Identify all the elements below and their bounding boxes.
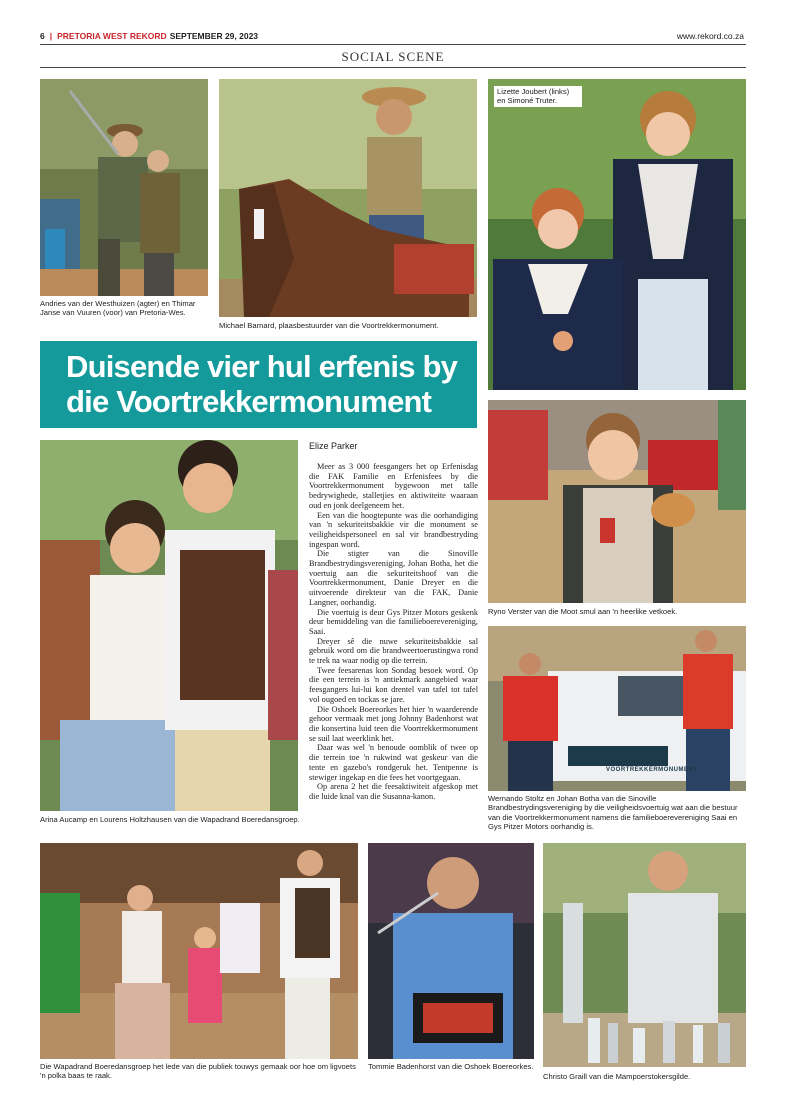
section-title: SOCIAL SCENE [341,49,445,64]
article-paragraph: Op arena 2 het die feesaktiwiteit afgeskop met die luide knal van die Susanna-kanon. [309,782,478,801]
caption-graill: Christo Graill van die Mampoerstokersgilde. [543,1072,691,1081]
article-paragraph: Die Oshoek Boereorkes het hier 'n waarderende gehoor vermaak met jong Johnny Badenhorst wat die konsertina luid teen die Voortrekkermonument se suil laat weerklink het. [309,704,478,743]
article-paragraph: Die stigter van die Sinoville Brandbestrydingsvereniging, Johan Botha, het die voertuig aan die sekuriteitshoof van die Voortrekkermonument, Danie Dreyer en die uitvoerende direkteur van die FAK, Danie Langner, oorhandig. [309,549,478,607]
article-paragraph: Dreyer sê die nuwe sekuriteitsbakkie sal gebruik word om die brandweertoerustingwa rond te trek na waar nodig op die terrein. [309,636,478,666]
article-paragraph: Die voertuig is deur Gys Pitzer Motors geskenk deur bemiddeling van die familieboerevereniging, Saai. [309,607,478,636]
caption-verster: Ryno Verster van die Moot smul aan 'n heerlike vetkoek. [488,607,678,616]
header-rule [40,44,746,45]
photo-aucamp [40,440,298,811]
caption-barnard: Michael Barnard, plaasbestuurder van die Voortrekkermonument. [219,321,439,330]
photo-wapadrand [40,843,358,1059]
article-paragraph: Meer as 3 000 feesgangers het op Erfenisdag die FAK Familie en Erfenisfees by die Voortrekkermonument bygewoon met talle bedrywighede, stalletjies en aktiwiteite waaraan oud en jonk deelgeneem het. [309,462,478,510]
caption-badenhorst: Tommie Badenhorst van die Oshoek Boereorkes. [368,1062,534,1071]
caption-westhuizen: Andries van der Westhuizen (agter) en Thimar Janse van Vuuren (voor) van Pretoria-Wes. [40,299,196,318]
caption-aucamp: Arina Aucamp en Lourens Holtzhausen van die Wapadrand Boeredansgroep. [40,815,300,824]
article-paragraph: Een van die hoogtepunte was die oorhandiging van 'n sekuriteitsbakkie vir die monument se veiligheidspersoneel en sal vir brandbestryding ingespan word. [309,510,478,549]
publication-name: PRETORIA WEST REKORD [57,31,167,41]
photo-graill [543,843,746,1067]
website-url: www.rekord.co.za [676,31,744,41]
page-header-left [40,31,258,41]
photo-stoltz [488,626,746,791]
caption-wapadrand: Die Wapadrand Boeredansgroep het lede van die publiek touwys gemaak oor hoe om ligvoets 'n polka baas te raak. [40,1062,356,1081]
vehicle-text: VOORTREKKERMONUMENT [606,767,698,773]
article-body [309,462,478,802]
photo-verster [488,400,746,603]
caption-joubert-inset: Lizette Joubert (links) en Simoné Truter. [494,86,582,107]
issue-date: SEPTEMBER 29, 2023 [169,31,259,41]
section-rule [40,67,746,68]
headline-banner [40,341,477,428]
photo-joubert [488,79,746,390]
caption-stoltz: Wernando Stoltz en Johan Botha van die Sinoville Brandbestrydingsvereniging by die veiligheidsvoertuig wat aan die bestuur van die Voortrekkermonument namens die familieboerevereniging Saai en Gys Pitzer Motors oorhandig is. [488,794,738,832]
article-paragraph: Twee feesarenas kon Sondag besoek word. Op die een terrein is 'n antiekmark aangebied waar feesgangers lui-lui kon drentel van tafel tot tafel vol ougoed en tockas se jare. [309,665,478,704]
byline: Elize Parker [309,441,358,451]
page-number: 6 [40,31,45,41]
photo-barnard [219,79,477,317]
article-headline: Duisende vier hul erfenis by die Voortrekkermonument [66,349,458,419]
article-paragraph: Daar was wel 'n benoude oomblik of twee op die terrein toe 'n rukwind wat geskeur van die tente en gazebo's rondgeruk het. Tentpenne is stewiger ingekap en die fees het voortgegaan. [309,743,478,782]
photo-badenhorst [368,843,534,1059]
header-separator: | [49,31,53,41]
photo-westhuizen [40,79,208,296]
